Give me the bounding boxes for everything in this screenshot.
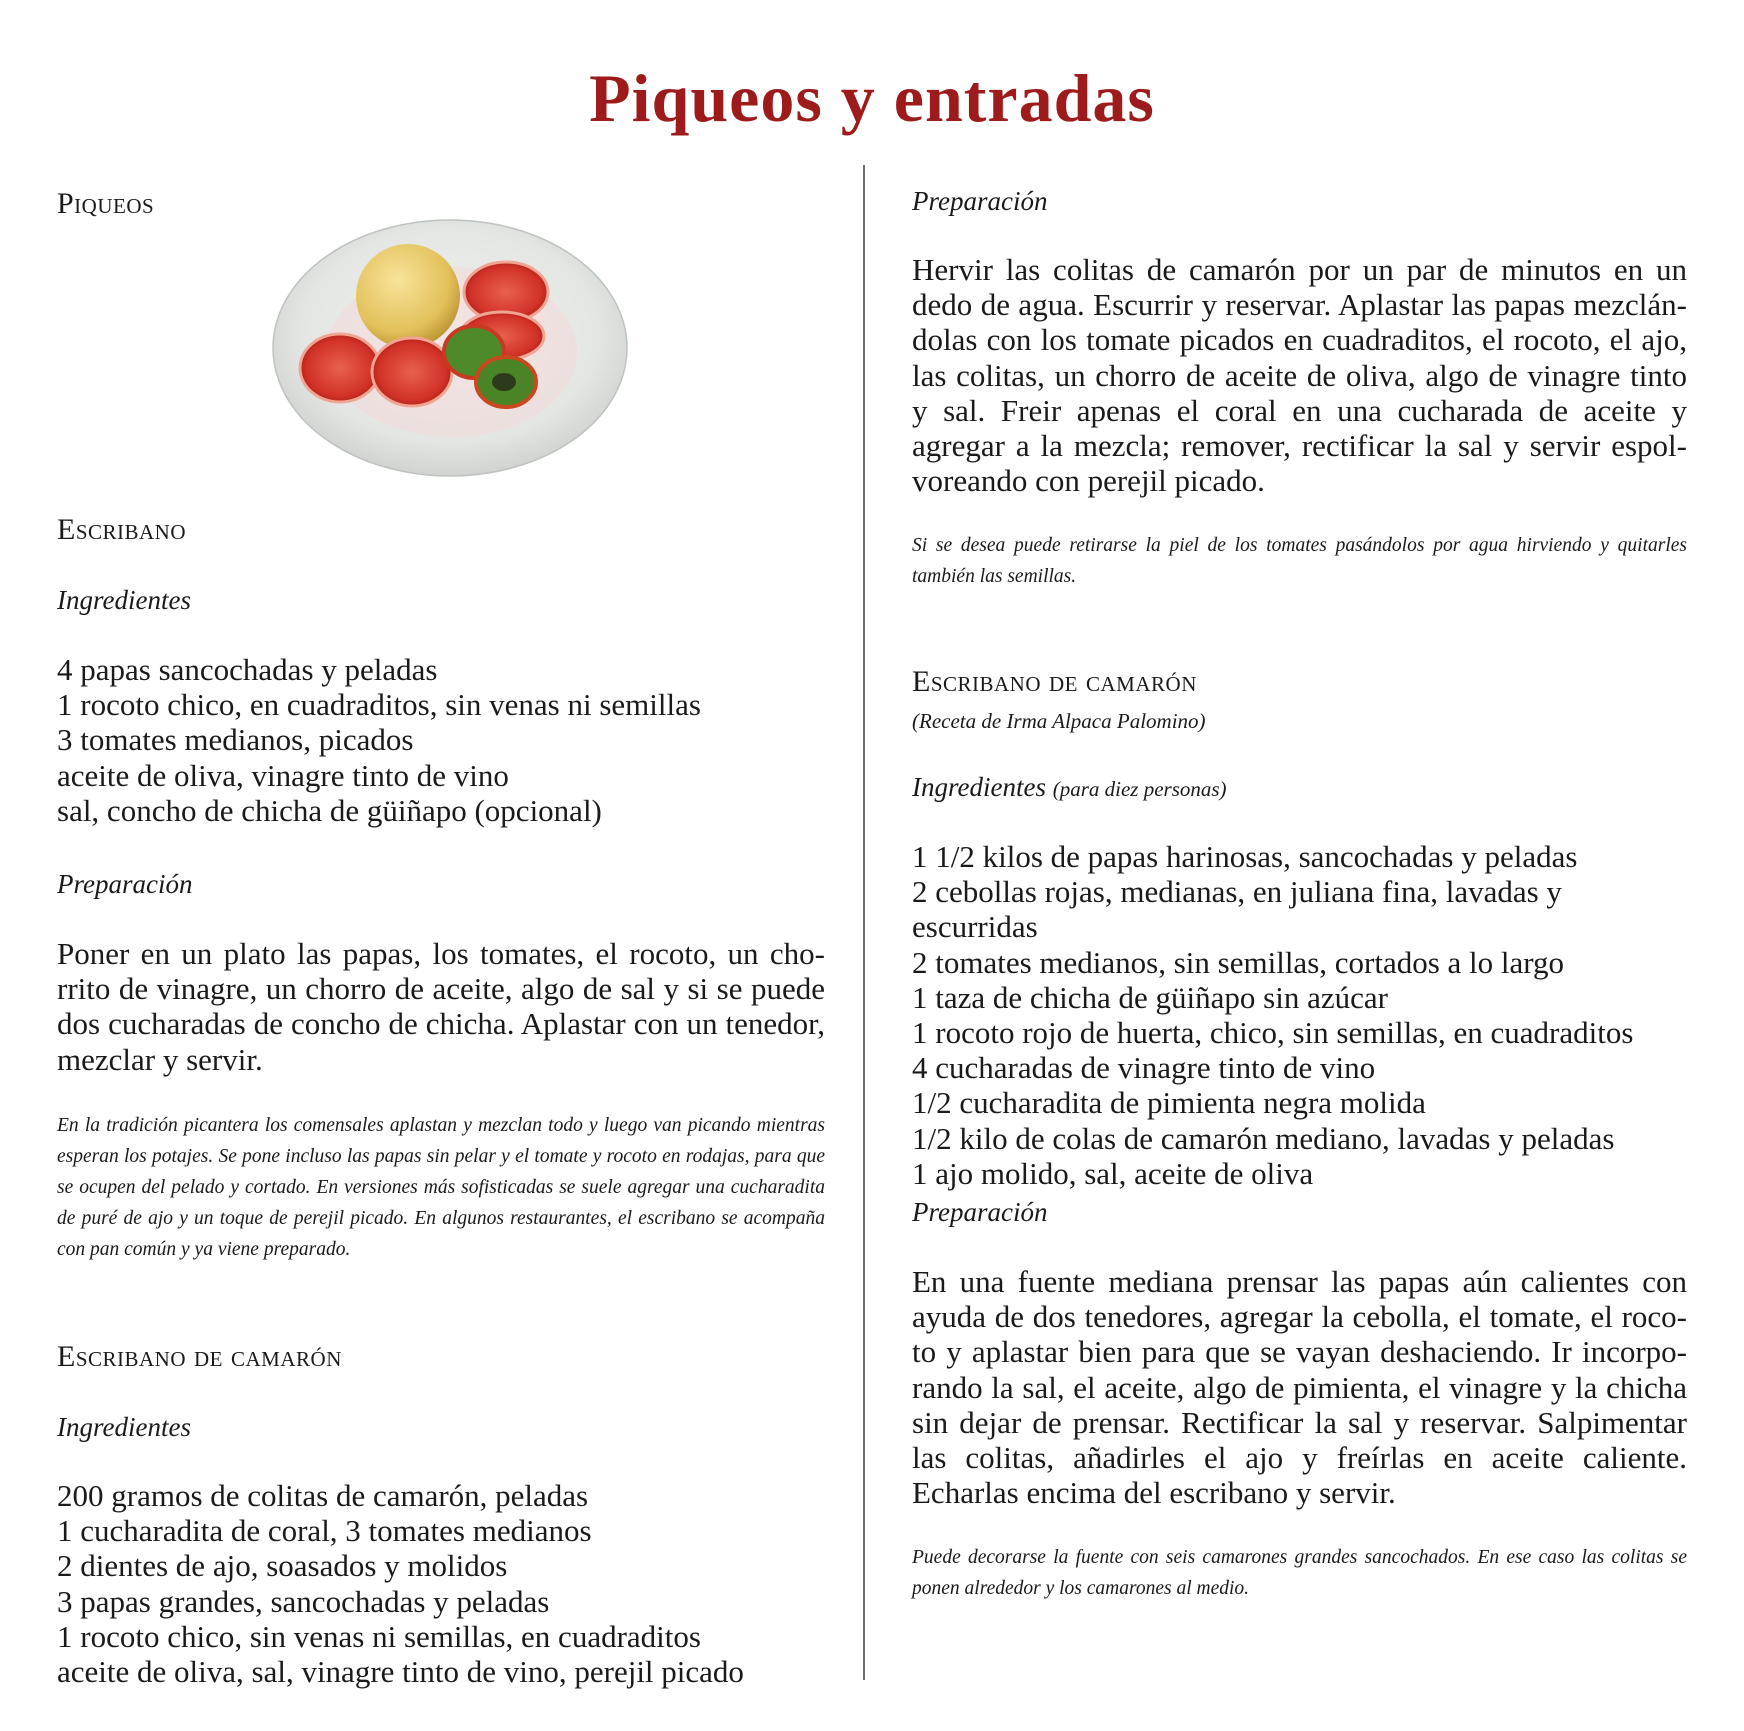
ingredient-item: 200 gramos de colitas de camarón, peladas	[57, 1478, 589, 1513]
ingredient-item: 1/2 kilo de colas de camarón mediano, lavadas y peladas	[912, 1120, 1615, 1156]
ingredient-item: sal, concho de chicha de güiñapo (opcional)	[57, 792, 602, 828]
recipe-title-escribano-camaron: Escribano de camarón	[57, 1340, 342, 1373]
ingredient-item: 1 rocoto chico, sin venas ni semillas, en cuadraditos	[57, 1618, 701, 1654]
ingredient-item: 1 rocoto rojo de huerta, chico, sin semillas, en cuadraditos	[912, 1015, 1634, 1051]
ingredient-item: 1 taza de chicha de güiñapo sin azúcar	[912, 979, 1388, 1015]
plate-photo	[270, 212, 630, 480]
preparation-label: Preparación	[57, 869, 193, 899]
section-title-piqueos: Piqueos	[57, 187, 155, 220]
column-divider	[863, 165, 865, 1680]
preparation-text-escribano-camaron: Hervir las colitas de camarón por un par de minutos en un dedo de agua. Escurrir y reservar. Aplastar las papas mezclándolas con los tomate picados en cuadraditos, el rocoto, el ajo, las colitas, un chorro de aceite de oliva, algo de vinagre tinto y sal. Freir apenas el coral en una cucharada de aceite y agregar a la mezcla; remover, rectificar la sal y servir espolvoreando con perejil picado.	[912, 252, 1687, 499]
ingredients-list-escribano-camaron	[57, 1478, 827, 1689]
recipe-title-escribano-camaron-2: Escribano de camarón	[912, 665, 1197, 698]
ingredient-item: 4 papas sancochadas y peladas	[57, 652, 438, 687]
ingredients-list-escribano	[57, 652, 827, 828]
ingredient-item: 1/2 cucharadita de pimienta negra molida	[912, 1085, 1426, 1121]
recipe-title-escribano: Escribano	[57, 513, 187, 546]
rocoto-center	[492, 373, 516, 391]
page-title: Piqueos y entradas	[589, 60, 1155, 136]
ingredient-item: 1 rocoto chico, en cuadraditos, sin venas ni semillas	[57, 687, 701, 723]
ingredient-item: aceite de oliva, vinagre tinto de vino	[57, 757, 509, 793]
preparation-label: Preparación	[912, 186, 1048, 216]
preparation-text-escribano-camaron-2: En una fuente mediana prensar las papas aún calientes con ayuda de dos tenedores, agregar la cebolla, el tomate, el rocoto y aplastar bien para que se vayan deshaciendo. Ir incorporando la sal, el aceite, algo de pimienta, el vinagre y la chicha sin dejar de prensar. Rectificar la sal y reservar. Salpimentar las colitas, añadirles el ajo y freírlas en aceite caliente. Echarlas encima del escribano y servir.	[912, 1264, 1687, 1511]
ingredient-item: 1 cucharadita de coral, 3 tomates medianos	[57, 1513, 592, 1549]
ingredients-qualifier: (para diez personas)	[1052, 777, 1227, 801]
ingredient-item: 2 dientes de ajo, soasados y molidos	[57, 1548, 508, 1584]
note-escribano-camaron-2: Puede decorarse la fuente con seis camarones grandes sancochados. En ese caso las colitas se ponen alrededor y los camarones al medio.	[912, 1547, 1687, 1599]
ingredient-item: 1 1/2 kilos de papas harinosas, sancochadas y peladas	[912, 839, 1578, 874]
ingredients-label: Ingredientes	[57, 585, 191, 615]
ingredient-item: 3 tomates medianos, picados	[57, 722, 414, 758]
note-escribano: En la tradición picantera los comensales aplastan y mezclan todo y luego van picando mientras esperan los potajes. Se pone incluso las papas sin pelar y el tomate y rocoto en rodajas, para que se ocupen del pelado y cortado. En versiones más sofisticadas se suele agregar una cucharadita de puré de ajo y un toque de perejil picado. En algunos restaurantes, el escribano se acompaña con pan común y ya viene preparado.	[57, 1115, 825, 1260]
ingredient-item: aceite de oliva, sal, vinagre tinto de vino, perejil picado	[57, 1654, 744, 1690]
ingredient-item: 3 papas grandes, sancochadas y peladas	[57, 1583, 550, 1619]
ingredient-item: 2 cebollas rojas, medianas, en juliana fina, lavadas y escurridas	[912, 874, 1562, 945]
ingredient-item: 4 cucharadas de vinagre tinto de vino	[912, 1050, 1376, 1086]
preparation-text-escribano: Poner en un plato las papas, los tomates, el rocoto, un chorrito de vinagre, un chorro de aceite, algo de sal y si se puede dos cucharadas de concho de chicha. Aplastar con un tenedor, mezclar y servir.	[57, 936, 825, 1077]
ingredient-item: 1 ajo molido, sal, aceite de oliva	[912, 1155, 1314, 1191]
ingredients-label: Ingredientes	[912, 772, 1046, 802]
recipe-credit: (Receta de Irma Alpaca Palomino)	[912, 709, 1206, 733]
note-escribano-camaron: Si se desea puede retirarse la piel de los tomates pasándolos por agua hirviendo y quitarles también las semillas.	[912, 535, 1687, 587]
potato-shape	[356, 244, 460, 348]
ingredients-label-row	[912, 770, 1227, 806]
preparation-label: Preparación	[912, 1197, 1048, 1227]
tomato-slice	[300, 334, 380, 402]
ingredients-list-escribano-camaron-2	[912, 839, 1692, 1191]
ingredient-item: 2 tomates medianos, sin semillas, cortados a lo largo	[912, 944, 1565, 980]
ingredients-label: Ingredientes	[57, 1412, 191, 1442]
tomato-slice	[372, 338, 452, 406]
